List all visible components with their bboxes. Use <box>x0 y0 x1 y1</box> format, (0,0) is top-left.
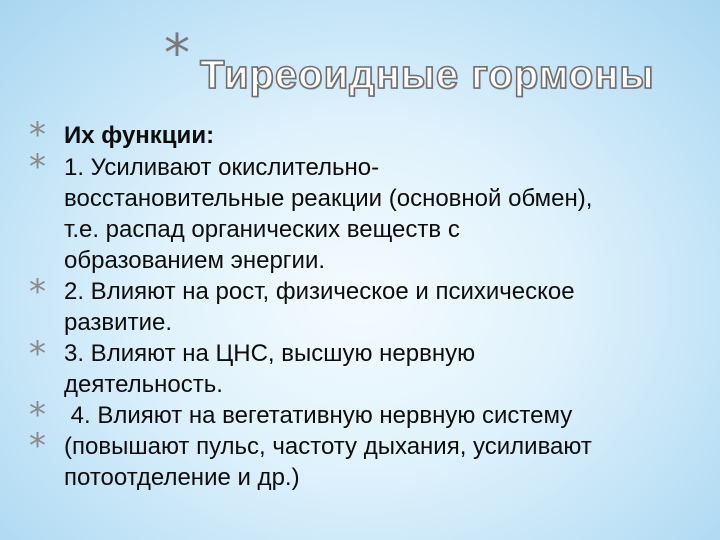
functions-heading: Их функции: <box>64 122 215 149</box>
bullet-asterisk-icon: * <box>29 115 46 155</box>
body-line: образованием энергии. <box>64 247 326 274</box>
body-line: 1. Усиливают окислительно- <box>64 154 380 181</box>
bullet-asterisk-icon: * <box>29 334 46 374</box>
body-line: 2. Влияют на рост, физическое и психическое <box>64 278 575 305</box>
bullet-asterisk-icon: * <box>29 147 46 187</box>
body-line: восстановительные реакции (основной обмен), <box>64 185 593 212</box>
bullet-asterisk-icon: * <box>29 395 46 435</box>
title-area <box>0 24 720 97</box>
bullet-asterisk-icon: * <box>29 272 46 312</box>
body-line: деятельность. <box>64 371 223 398</box>
bullet-asterisk-icon: * <box>29 426 46 466</box>
body-line: 4. Влияют на вегетативную нервную систему <box>64 402 573 429</box>
slide-title: Тиреоидные гормоны <box>200 53 655 97</box>
body-line: 3. Влияют на ЦНС, высшую нервную <box>64 340 476 367</box>
body-line: развитие. <box>64 309 172 336</box>
body-line: потоотделение и др.) <box>64 464 300 491</box>
title-asterisk-icon: * <box>164 24 190 84</box>
body-line: т.е. распад органических веществ с <box>64 216 460 243</box>
body-line: (повышают пульс, частоту дыхания, усиливают <box>64 433 592 460</box>
